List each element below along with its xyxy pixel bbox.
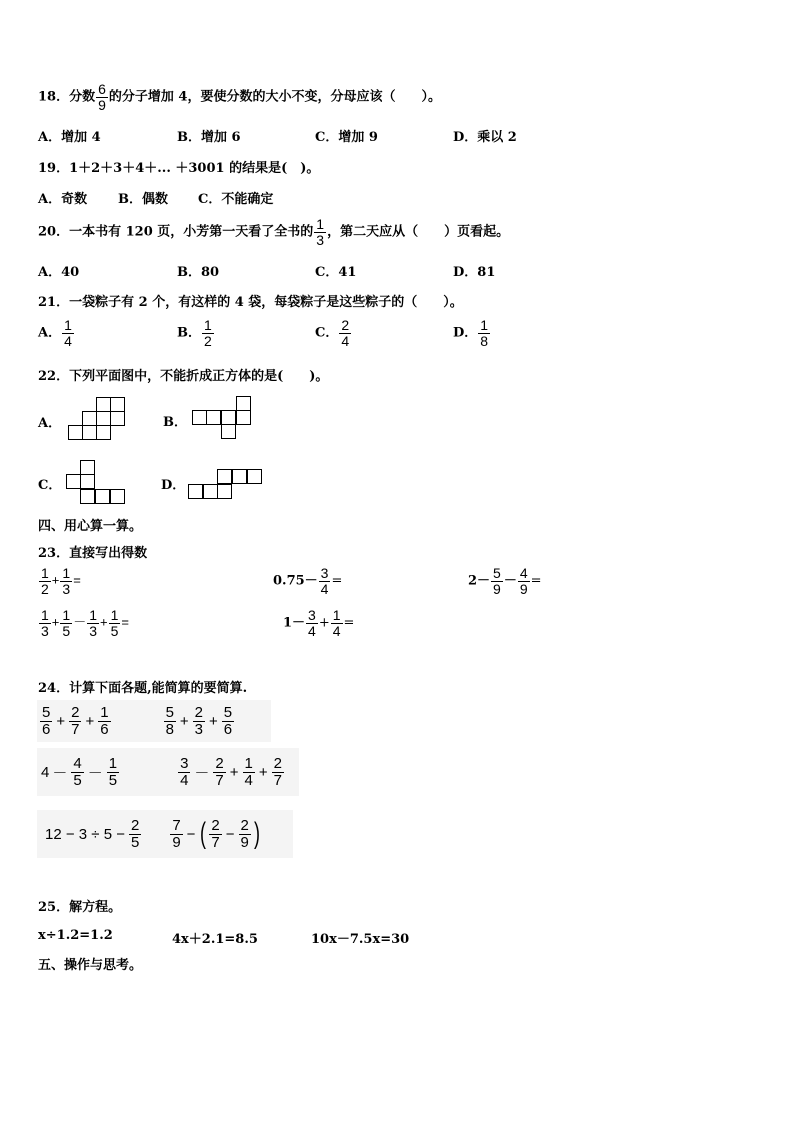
- q18-pre: 分数: [69, 89, 96, 105]
- q21-option-c: C． $\frac{2}{4}$: [315, 317, 350, 349]
- q21-option-a: A． $\frac{1}{4}$: [38, 317, 72, 349]
- q24-expr-row2: 4 － $\frac{4}{5}$ － $\frac{1}{5}$ $\frac{3}{4}$ － $\frac{2}{7}$ + $\frac{1}{4}$ + $\frac{2}{7}$: [37, 748, 299, 796]
- q20-option-d: D．81: [453, 265, 496, 280]
- q22-stem: 22．下列平面图中，不能折成正方体的是( )。: [38, 369, 329, 384]
- q22-label-d: D．: [161, 478, 186, 493]
- q19-option-b: B．偶数: [118, 192, 169, 207]
- q21-option-b: B． $\frac{1}{2}$: [177, 317, 212, 349]
- q18-option-b: B．增加 6: [177, 130, 241, 145]
- q24-expr-row1: $\frac{5}{6}$ + $\frac{2}{7}$ + $\frac{1}{6}$ $\frac{5}{8}$ + $\frac{2}{3}$ + $\frac{5}{6}$: [37, 700, 271, 742]
- section-5-heading: 五、操作与思考。: [38, 958, 143, 973]
- q24-stem: 24．计算下面各题,能简算的要简算.: [38, 681, 248, 696]
- q21-option-d: D． $\frac{1}{8}$: [453, 317, 489, 349]
- q20-fraction: $\frac{1}{3}$: [316, 216, 325, 248]
- q23-expr-5: 1－ $\frac{3}{4}$ + $\frac{1}{4}$ =: [283, 607, 355, 639]
- q22-label-b: B．: [163, 415, 187, 430]
- q18-post: 的分子增加 4，要使分数的大小不变，分母应该（ ）。: [108, 89, 441, 105]
- q21-stem: 21．一袋粽子有 2 个，有这样的 4 袋，每袋粽子是这些粽子的（ ）。: [38, 295, 463, 310]
- q19-stem: 19．1＋2＋3＋4＋... ＋3001 的结果是( )。: [38, 161, 320, 176]
- q22-label-a: A．: [38, 416, 62, 431]
- q18-option-d: D．乘以 2: [453, 130, 517, 145]
- q24-expr-row3: 12 − 3 ÷ 5 − $\frac{2}{5}$ $\frac{7}{9}$ − ( $\frac{2}{7}$ − $\frac{2}{9}$ ): [37, 810, 293, 858]
- q23-expr-2: 0.75－ $\frac{3}{4}$ =: [273, 565, 343, 597]
- q23-expr-1: $\frac{1}{2}$ + $\frac{1}{3}$ =: [41, 565, 81, 597]
- q18-option-a: A．增加 4: [38, 130, 101, 145]
- section-4-heading: 四、用心算一算。: [38, 519, 143, 534]
- q25-equation-3: 10x－7.5x=30: [311, 932, 410, 947]
- q23-expr-4: $\frac{1}{3}$ + $\frac{1}{5}$ － $\frac{1}{3}$ + $\frac{1}{5}$ =: [41, 607, 129, 639]
- q23-expr-3: 2－ $\frac{5}{9}$ － $\frac{4}{9}$ =: [468, 565, 542, 597]
- q20-option-c: C．41: [315, 265, 357, 280]
- q20-option-a: A．40: [38, 265, 80, 280]
- q19-option-c: C．不能确定: [198, 192, 274, 207]
- q25-equation-1: x÷1.2=1.2: [38, 928, 113, 943]
- q18-fraction-denominator: 9: [98, 96, 106, 113]
- q18-stem: [38, 82, 441, 113]
- q18-fraction-numerator: 6: [98, 81, 106, 97]
- q18-fraction: [96, 82, 108, 112]
- q22-label-c: C．: [38, 478, 62, 493]
- q20-option-b: B．80: [177, 265, 220, 280]
- q20-post: ，第二天应从（ ）页看起。: [327, 224, 510, 240]
- q19-option-a: A．奇数: [38, 192, 88, 207]
- q23-stem: 23．直接写出得数: [38, 546, 148, 561]
- q18-option-c: C．增加 9: [315, 130, 378, 145]
- q25-stem: 25．解方程。: [38, 900, 122, 915]
- q20-stem: [38, 217, 509, 248]
- q25-equation-2: 4x＋2.1=8.5: [172, 932, 258, 947]
- q18-number: 18．: [38, 89, 70, 105]
- q20-pre: 20．一本书有 120 页，小芳第一天看了全书的: [38, 224, 314, 240]
